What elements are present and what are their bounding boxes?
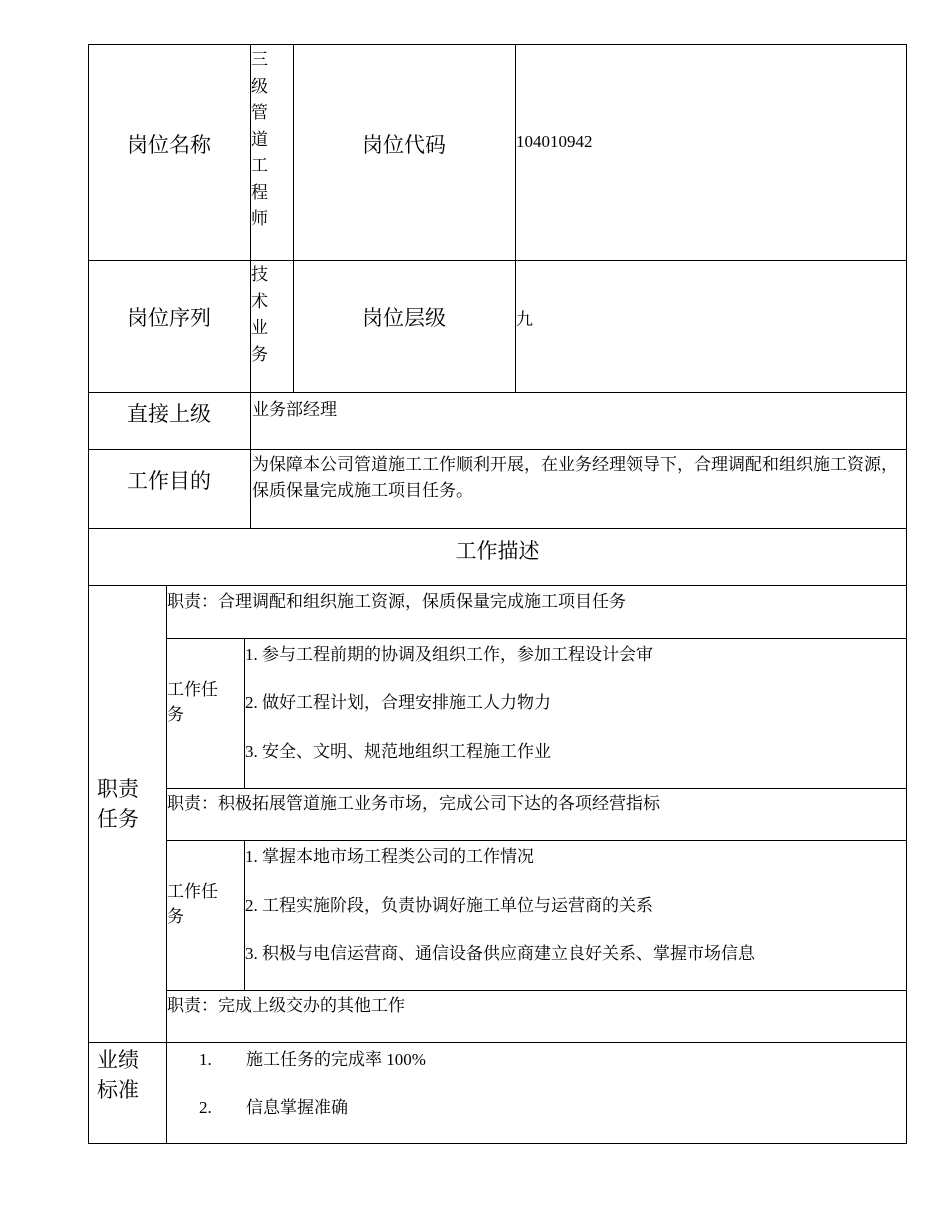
post-sequence-label: 岗位序列 [127,306,211,330]
duty-title: 职责：完成上级交办的其他工作 [167,996,405,1015]
performance-item: 信息掌握准确 [246,1098,348,1117]
duty-title: 职责：积极拓展管道施工业务市场，完成公司下达的各项经营指标 [167,794,660,813]
performance-num: 1. [199,1050,212,1069]
performance-item: 施工任务的完成率 100% [246,1050,426,1069]
task-label: 工作任务 [167,680,218,724]
performance-num: 2. [199,1098,212,1117]
duty-title: 职责：合理调配和组织施工资源，保质保量完成施工项目任务 [167,592,626,611]
task-item: 2. 工程实施阶段，负责协调好施工单位与运营商的关系 [245,896,653,915]
post-name-value: 三级管道工程师 [251,50,268,228]
task-label: 工作任务 [167,882,218,926]
task-item: 3. 积极与电信运营商、通信设备供应商建立良好关系、掌握市场信息 [245,944,755,963]
task-item: 1. 掌握本地市场工程类公司的工作情况 [245,847,534,866]
superior-value: 业务部经理 [252,400,337,419]
post-code-label: 岗位代码 [362,133,446,157]
duties-section-label: 职责任务 [97,777,139,831]
post-sequence-value: 技术业务 [251,265,268,364]
task-item: 3. 安全、文明、规范地组织工程施工作业 [245,742,551,761]
superior-label: 直接上级 [127,402,211,426]
post-level-value: 九 [516,310,533,329]
description-title: 工作描述 [455,539,540,563]
task-item: 2. 做好工程计划，合理安排施工人力物力 [245,693,551,712]
post-level-label: 岗位层级 [362,306,446,330]
performance-label: 业绩标准 [97,1048,139,1102]
task-item: 1. 参与工程前期的协调及组织工作，参加工程设计会审 [245,645,653,664]
purpose-label: 工作目的 [127,469,211,493]
post-name-label: 岗位名称 [127,133,211,157]
post-code-value: 104010942 [516,132,593,151]
purpose-value: 为保障本公司管道施工工作顺利开展，在业务经理领导下，合理调配和组织施工资源，保质保量完成施工项目任务。 [252,455,898,500]
